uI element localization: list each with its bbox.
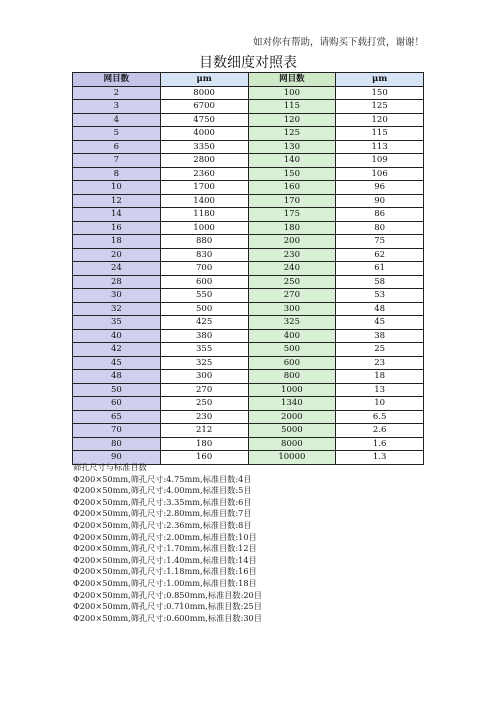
cell-mesh-1: 32 (73, 302, 161, 316)
table-row (73, 343, 424, 357)
notes-line: Φ200×50mm,筛孔尺寸:1.70mm,标准目数:12目 (73, 543, 257, 554)
cell-mesh-1: 30 (73, 289, 161, 303)
cell-mesh-1: 18 (73, 235, 161, 249)
cell-mesh-2: 170 (248, 194, 336, 208)
cell-mesh-1: 80 (73, 437, 161, 451)
table-row (73, 208, 424, 222)
notes-line: Φ200×50mm,筛孔尺寸:4.00mm,标准目数:5目 (73, 485, 252, 496)
table-row (73, 370, 424, 384)
cell-micron-1: 6700 (160, 100, 248, 114)
cell-mesh-2: 240 (248, 262, 336, 276)
cell-mesh-2: 230 (248, 248, 336, 262)
cell-micron-1: 250 (160, 397, 248, 411)
notes-line: Φ200×50mm,筛孔尺寸:1.40mm,标准目数:14目 (73, 554, 257, 565)
table-row (73, 167, 424, 181)
cell-mesh-2: 125 (248, 127, 336, 141)
cell-mesh-2: 10000 (248, 451, 336, 465)
cell-mesh-2: 140 (248, 154, 336, 168)
cell-micron-1: 1700 (160, 181, 248, 195)
table-row (73, 302, 424, 316)
cell-micron-2: 150 (336, 86, 424, 100)
notes-line: Φ200×50mm,筛孔尺寸:1.00mm,标准目数:18目 (73, 577, 257, 588)
cell-mesh-1: 90 (73, 451, 161, 465)
cell-micron-2: 10 (336, 397, 424, 411)
cell-micron-2: 120 (336, 113, 424, 127)
cell-micron-2: 61 (336, 262, 424, 276)
cell-mesh-1: 40 (73, 329, 161, 343)
table-row (73, 194, 424, 208)
cell-mesh-2: 600 (248, 356, 336, 370)
cell-mesh-2: 200 (248, 235, 336, 249)
cell-mesh-1: 10 (73, 181, 161, 195)
cell-mesh-1: 24 (73, 262, 161, 276)
table-row (73, 262, 424, 276)
cell-mesh-1: 3 (73, 100, 161, 114)
table-row (73, 410, 424, 424)
table-row (73, 383, 424, 397)
cell-micron-1: 180 (160, 437, 248, 451)
cell-mesh-1: 6 (73, 140, 161, 154)
table-row (73, 235, 424, 249)
cell-micron-1: 830 (160, 248, 248, 262)
cell-mesh-1: 12 (73, 194, 161, 208)
cell-mesh-2: 115 (248, 100, 336, 114)
cell-mesh-1: 28 (73, 275, 161, 289)
table-row (73, 289, 424, 303)
table-header (73, 73, 424, 87)
cell-mesh-2: 130 (248, 140, 336, 154)
table-row (73, 100, 424, 114)
cell-micron-2: 1.6 (336, 437, 424, 451)
cell-mesh-1: 65 (73, 410, 161, 424)
cell-micron-1: 2360 (160, 167, 248, 181)
table-row (73, 154, 424, 168)
notes-line: Φ200×50mm,筛孔尺寸:0.600mm,标准目数:30目 (73, 612, 262, 623)
header-micron-1: μm (160, 73, 248, 87)
notes-heading: 筛孔尺寸与标准目数 (73, 462, 147, 472)
cell-mesh-1: 42 (73, 343, 161, 357)
cell-micron-1: 600 (160, 275, 248, 289)
cell-micron-1: 1000 (160, 221, 248, 235)
cell-micron-1: 3350 (160, 140, 248, 154)
cell-mesh-2: 160 (248, 181, 336, 195)
cell-mesh-1: 50 (73, 383, 161, 397)
header-micron-2: μm (336, 73, 424, 87)
cell-micron-2: 113 (336, 140, 424, 154)
cell-micron-1: 355 (160, 343, 248, 357)
cell-micron-1: 8000 (160, 86, 248, 100)
cell-micron-2: 90 (336, 194, 424, 208)
cell-mesh-1: 16 (73, 221, 161, 235)
cell-micron-2: 80 (336, 221, 424, 235)
cell-micron-2: 106 (336, 167, 424, 181)
cell-micron-2: 18 (336, 370, 424, 384)
notes-list (73, 474, 262, 625)
cell-mesh-1: 8 (73, 167, 161, 181)
cell-mesh-1: 14 (73, 208, 161, 222)
cell-micron-1: 160 (160, 451, 248, 465)
cell-micron-1: 880 (160, 235, 248, 249)
cell-mesh-2: 2000 (248, 410, 336, 424)
cell-mesh-2: 250 (248, 275, 336, 289)
table-row (73, 397, 424, 411)
cell-micron-1: 4000 (160, 127, 248, 141)
notes-line: Φ200×50mm,筛孔尺寸:1.18mm,标准目数:16目 (73, 566, 257, 577)
notes-line: Φ200×50mm,筛孔尺寸:4.75mm,标准目数:4目 (73, 473, 252, 484)
table-row (73, 86, 424, 100)
cell-micron-2: 23 (336, 356, 424, 370)
cell-micron-2: 2.6 (336, 424, 424, 438)
cell-micron-2: 1.3 (336, 451, 424, 465)
cell-micron-2: 115 (336, 127, 424, 141)
cell-micron-2: 38 (336, 329, 424, 343)
cell-micron-1: 1400 (160, 194, 248, 208)
notes-line: Φ200×50mm,筛孔尺寸:0.710mm,标准目数:25目 (73, 601, 262, 612)
cell-micron-2: 125 (336, 100, 424, 114)
cell-micron-2: 58 (336, 275, 424, 289)
cell-micron-2: 25 (336, 343, 424, 357)
cell-mesh-2: 1340 (248, 397, 336, 411)
cell-micron-2: 53 (336, 289, 424, 303)
table-row (73, 356, 424, 370)
cell-mesh-1: 2 (73, 86, 161, 100)
header-mesh-2: 网目数 (248, 73, 336, 87)
table-row (73, 248, 424, 262)
table-row (73, 329, 424, 343)
cell-micron-1: 212 (160, 424, 248, 438)
cell-mesh-2: 270 (248, 289, 336, 303)
cell-micron-2: 6.5 (336, 410, 424, 424)
table-row (73, 437, 424, 451)
table-row (73, 127, 424, 141)
notes-section (73, 462, 262, 624)
notes-line: Φ200×50mm,筛孔尺寸:3.35mm,标准目数:6目 (73, 496, 252, 507)
cell-mesh-2: 400 (248, 329, 336, 343)
header-mesh-1: 网目数 (73, 73, 161, 87)
notes-line: Φ200×50mm,筛孔尺寸:2.00mm,标准目数:10目 (73, 531, 257, 542)
table-row (73, 221, 424, 235)
cell-mesh-2: 180 (248, 221, 336, 235)
table-row (73, 275, 424, 289)
cell-micron-1: 700 (160, 262, 248, 276)
cell-micron-1: 4750 (160, 113, 248, 127)
cell-micron-1: 2800 (160, 154, 248, 168)
cell-micron-2: 109 (336, 154, 424, 168)
cell-mesh-2: 5000 (248, 424, 336, 438)
cell-micron-2: 13 (336, 383, 424, 397)
cell-micron-2: 45 (336, 316, 424, 330)
cell-mesh-1: 4 (73, 113, 161, 127)
table-row (73, 424, 424, 438)
cell-micron-1: 380 (160, 329, 248, 343)
cell-mesh-2: 325 (248, 316, 336, 330)
cell-micron-2: 96 (336, 181, 424, 195)
cell-micron-1: 1180 (160, 208, 248, 222)
cell-mesh-1: 5 (73, 127, 161, 141)
cell-mesh-1: 45 (73, 356, 161, 370)
mesh-table (72, 72, 424, 465)
cell-micron-1: 270 (160, 383, 248, 397)
cell-micron-1: 230 (160, 410, 248, 424)
cell-mesh-1: 20 (73, 248, 161, 262)
cell-mesh-2: 8000 (248, 437, 336, 451)
cell-mesh-2: 120 (248, 113, 336, 127)
cell-mesh-2: 150 (248, 167, 336, 181)
cell-micron-1: 325 (160, 356, 248, 370)
cell-micron-2: 86 (336, 208, 424, 222)
cell-mesh-2: 500 (248, 343, 336, 357)
table-row (73, 140, 424, 154)
cell-micron-1: 500 (160, 302, 248, 316)
cell-mesh-2: 800 (248, 370, 336, 384)
cell-mesh-1: 48 (73, 370, 161, 384)
table-header-row (73, 73, 424, 87)
header-note: 如对你有帮助，请购买下载打赏，谢谢！ (252, 37, 424, 48)
cell-mesh-1: 35 (73, 316, 161, 330)
cell-mesh-2: 300 (248, 302, 336, 316)
page-title: 目数细度对照表 (199, 55, 297, 71)
cell-mesh-1: 70 (73, 424, 161, 438)
cell-mesh-1: 7 (73, 154, 161, 168)
cell-micron-1: 300 (160, 370, 248, 384)
notes-line: Φ200×50mm,筛孔尺寸:0.850mm,标准目数:20目 (73, 589, 262, 600)
notes-line: Φ200×50mm,筛孔尺寸:2.36mm,标准目数:8目 (73, 519, 252, 530)
notes-line: Φ200×50mm,筛孔尺寸:2.80mm,标准目数:7目 (73, 508, 252, 519)
table-body (73, 86, 424, 464)
cell-micron-2: 48 (336, 302, 424, 316)
table-row (73, 181, 424, 195)
cell-mesh-2: 1000 (248, 383, 336, 397)
cell-mesh-1: 60 (73, 397, 161, 411)
cell-micron-2: 62 (336, 248, 424, 262)
cell-micron-2: 75 (336, 235, 424, 249)
table-row (73, 316, 424, 330)
table-row (73, 113, 424, 127)
cell-micron-1: 550 (160, 289, 248, 303)
cell-mesh-2: 100 (248, 86, 336, 100)
cell-micron-1: 425 (160, 316, 248, 330)
cell-mesh-2: 175 (248, 208, 336, 222)
